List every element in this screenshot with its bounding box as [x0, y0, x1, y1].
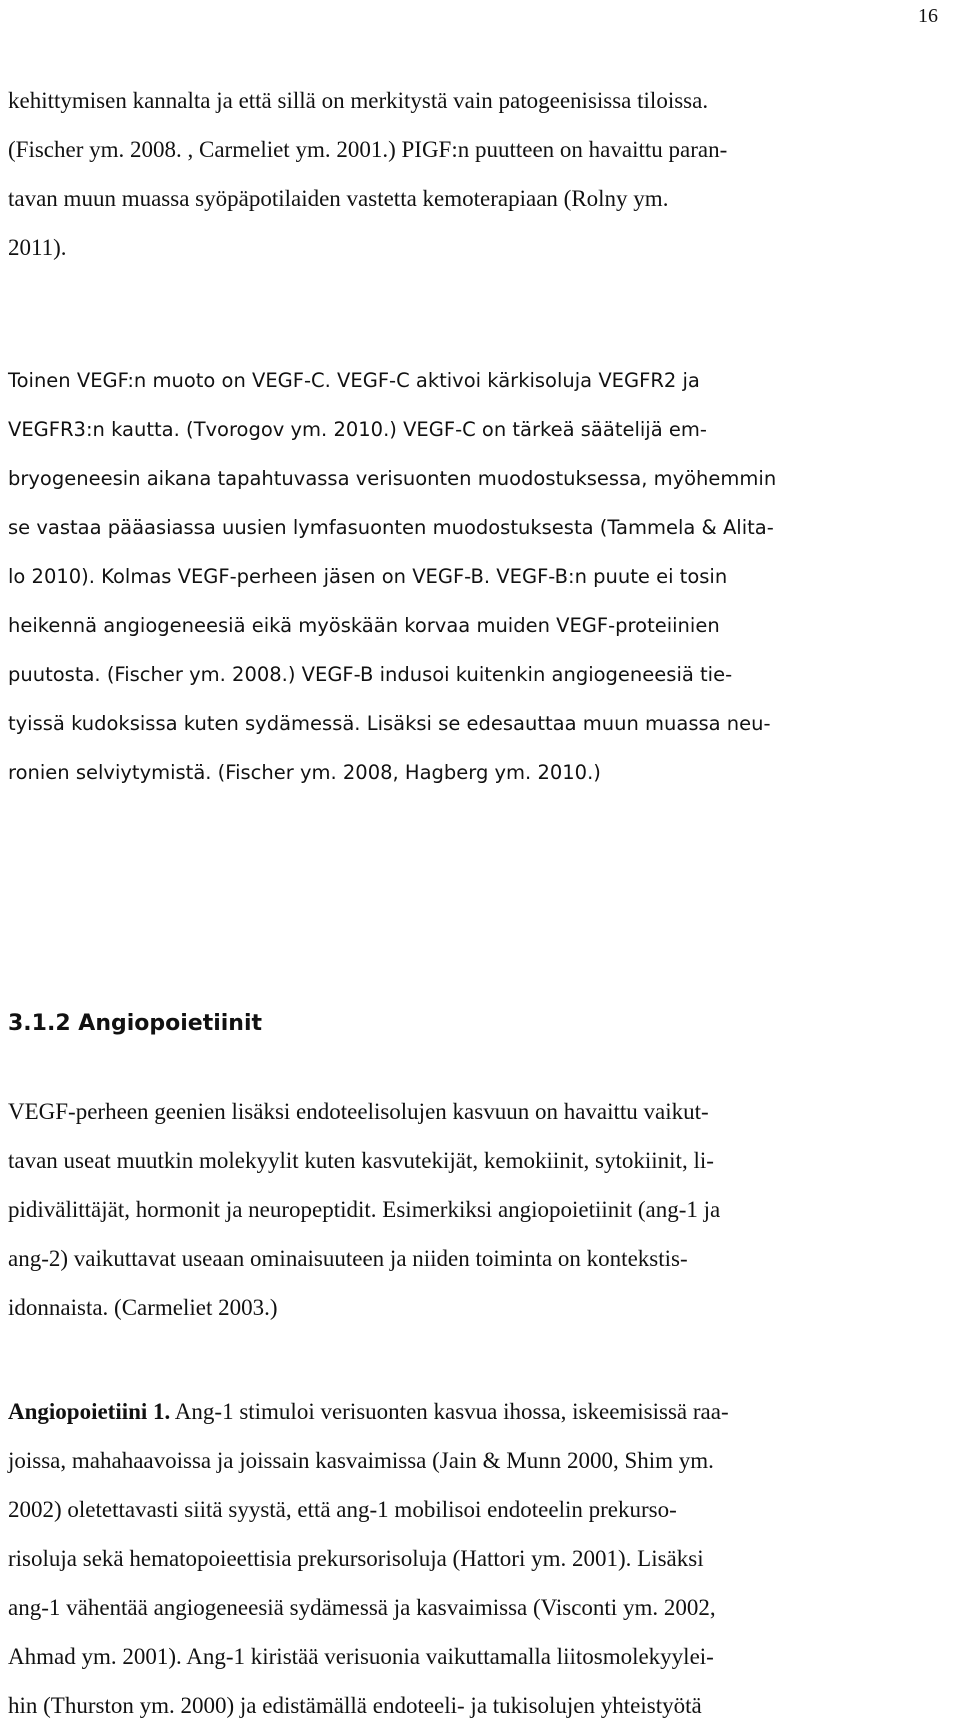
subsection-lead: Angiopoietiini 1.	[8, 1399, 171, 1424]
text-line: ronien selviytymistä. (Fischer ym. 2008, Hagberg ym. 2010.)	[8, 761, 601, 784]
text-line: 2002) oletettavasti siitä syystä, että ang-1 mobilisoi endoteelin prekurso-	[8, 1497, 677, 1522]
text-line: tavan muun muassa syöpäpotilaiden vastetta kemoterapiaan (Rolny ym.	[8, 186, 669, 211]
section-heading: 3.1.2 Angiopoietiinit	[8, 1011, 263, 1036]
text-line: tyissä kudoksissa kuten sydämessä. Lisäksi se edesauttaa muun muassa neu-	[8, 712, 771, 735]
text-line: bryogeneesin aikana tapahtuvassa verisuonten muodostuksessa, myöhemmin	[8, 467, 777, 490]
paragraph-2	[8, 356, 940, 797]
text-line: ang-2) vaikuttavat useaan ominaisuuteen ja niiden toiminta on kontekstis-	[8, 1246, 688, 1271]
paragraph-4	[8, 1387, 940, 1730]
text-line: Ahmad ym. 2001). Ang-1 kiristää verisuonia vaikuttamalla liitosmolekyylei-	[8, 1644, 714, 1669]
text-line: (Fischer ym. 2008. , Carmeliet ym. 2001.) PIGF:n puutteen on havaittu paran-	[8, 137, 728, 162]
text-line: ang-1 vähentää angiogeneesiä sydämessä ja kasvaimissa (Visconti ym. 2002,	[8, 1595, 716, 1620]
page-number: 16	[918, 5, 938, 27]
text-line: risoluja sekä hematopoieettisia prekursorisoluja (Hattori ym. 2001). Lisäksi	[8, 1546, 704, 1571]
text-line: hin (Thurston ym. 2000) ja edistämällä endoteeli- ja tukisolujen yhteistyötä	[8, 1693, 702, 1718]
paragraph-1	[8, 76, 940, 272]
text-line: heikennä angiogeneesiä eikä myöskään korvaa muiden VEGF-proteiinien	[8, 614, 720, 637]
text-line: pidivälittäjät, hormonit ja neuropeptidit. Esimerkiksi angiopoietiinit (ang-1 ja	[8, 1197, 721, 1222]
text-line: tavan useat muutkin molekyylit kuten kasvutekijät, kemokiinit, sytokiinit, li-	[8, 1148, 714, 1173]
text-line: lo 2010). Kolmas VEGF-perheen jäsen on VEGF-B. VEGF-B:n puute ei tosin	[8, 565, 728, 588]
text-line: VEGF-perheen geenien lisäksi endoteelisolujen kasvuun on havaittu vaikut-	[8, 1099, 709, 1124]
text-line: Toinen VEGF:n muoto on VEGF-C. VEGF-C aktivoi kärkisoluja VEGFR2 ja	[8, 369, 700, 392]
text-line: joissa, mahahaavoissa ja joissain kasvaimissa (Jain & Munn 2000, Shim ym.	[8, 1448, 714, 1473]
text-line: puutosta. (Fischer ym. 2008.) VEGF-B indusoi kuitenkin angiogeneesiä tie-	[8, 663, 733, 686]
text-line: VEGFR3:n kautta. (Tvorogov ym. 2010.) VEGF-C on tärkeä säätelijä em-	[8, 418, 707, 441]
text-line: se vastaa pääasiassa uusien lymfasuonten muodostuksesta (Tammela & Alita-	[8, 516, 774, 539]
text-line	[8, 1387, 940, 1436]
paragraph-3	[8, 1087, 940, 1332]
text-line: idonnaista. (Carmeliet 2003.)	[8, 1295, 278, 1320]
text-line: kehittymisen kannalta ja että sillä on merkitystä vain patogeenisissa tiloissa.	[8, 88, 709, 113]
text-line: 2011).	[8, 235, 67, 260]
text-fragment: Ang-1 stimuloi verisuonten kasvua ihossa, iskeemisissä raa-	[170, 1399, 729, 1424]
